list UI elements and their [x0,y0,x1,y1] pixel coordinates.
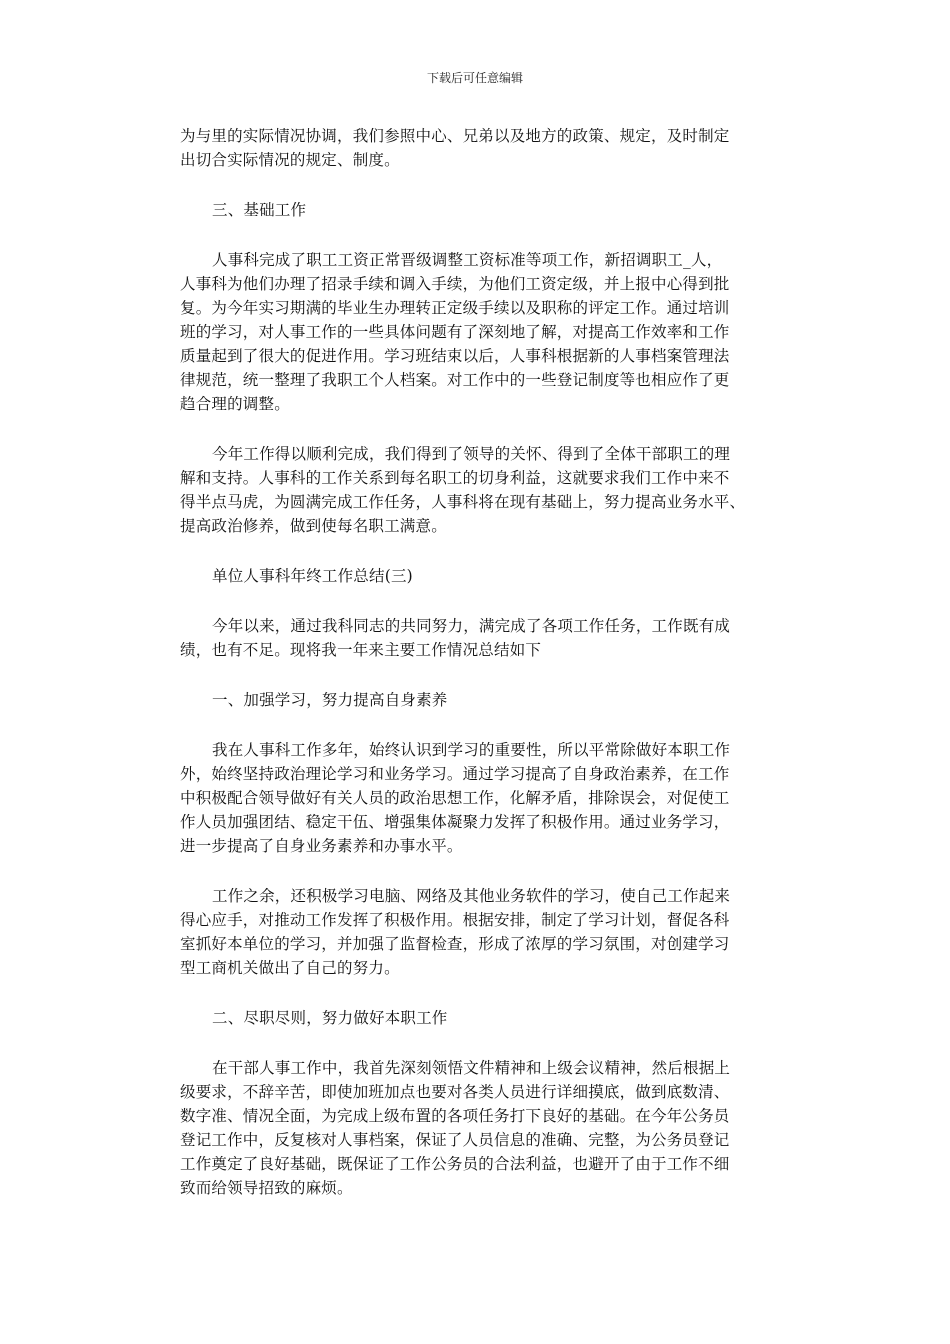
paragraph-continuation: 为与里的实际情况协调，我们参照中心、兄弟以及地方的政策、规定，及时制定 出切合实际情况的规定、制度。 [180,127,730,169]
paragraph-intro: 今年以来，通过我科同志的共同努力，满完成了各项工作任务，工作既有成 绩，也有不足。现将我一年来主要工作情况总结如下 [180,617,731,659]
paragraph-summary: 今年工作得以顺利完成，我们得到了领导的关怀、得到了全体干部职工的理 解和支持。人事科的工作关系到每名职工的切身利益，这就要求我们工作中来不 得半点马虎，为圆满完成工作任务，人事科将在现有基础上，努力提高业务水平、 提高政治修养，做到使每名职工满意。 [180,445,746,535]
document-subtitle: 单位人事科年终工作总结(三) [212,567,413,585]
paragraph-study-2: 工作之余，还积极学习电脑、网络及其他业务软件的学习，使自己工作起来 得心应手，对推动工作发挥了积极作用。根据安排，制定了学习计划，督促各科 室抓好本单位的学习，并加强了监督检查，形成了浓厚的学习氛围，对创建学习 型工商机关做出了自己的努力。 [180,887,731,977]
section-heading-duty: 二、尽职尽则，努力做好本职工作 [212,1009,448,1027]
paragraph-study-1: 我在人事科工作多年，始终认识到学习的重要性，所以平常除做好本职工作 外，始终坚持政治理论学习和业务学习。通过学习提高了自身政治素养，在工作 中积极配合领导做好有关人员的政治思想工作，化解矛盾，排除误会，对促使工 作人员加强团结、稳定干伍、增强集体凝聚力发挥了积极作用。通过业务学习， 进一步提高了自身业务素养和办事水平。 [180,741,731,855]
paragraph-duty: 在干部人事工作中，我首先深刻领悟文件精神和上级会议精神，然后根据上 级要求，不辞辛苦，即使加班加点也要对各类人员进行详细摸底，做到底数清、 数字准、情况全面，为完成上级布置的各项任务打下良好的基础。在今年公务员 登记工作中，反复核对人事档案，保证了人员信息的准确、完整，为公务员登记 工作奠定了良好基础，既保证了工作公务员的合法利益，也避开了由于工作不细 致而给领导招致的麻烦。 [180,1059,731,1197]
section-heading-basic-work: 三、基础工作 [212,201,307,219]
paragraph-basic-work: 人事科完成了职工工资正常晋级调整工资标准等项工作，新招调职工_人， 人事科为他们办理了招录手续和调入手续，为他们工资定级，并上报中心得到批 复。为今年实习期满的毕业生办理转正定级手续以及职称的评定工作。通过培训 班的学习，对人事工作的一些具体问题有了深刻地了解，对提高工作效率和工作 质量起到了很大的促进作用。学习班结束以后，人事科根据新的人事档案管理法 律规范，统一整理了我职工个人档案。对工作中的一些登记制度等也相应作了更 趋合理的调整。 [180,251,730,413]
document-body [180,124,780,1226]
section-heading-study: 一、加强学习，努力提高自身素养 [212,691,448,709]
page-header: 下载后可任意编辑 [426,71,523,85]
